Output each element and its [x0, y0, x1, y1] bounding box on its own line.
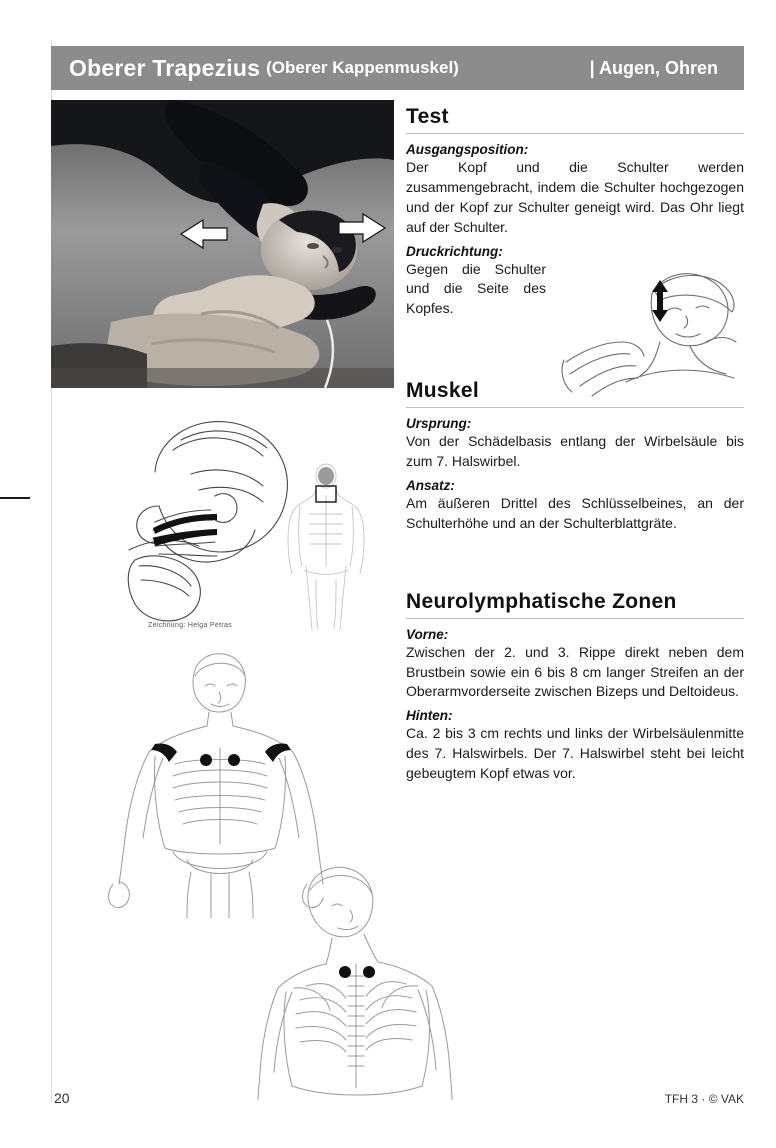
trapezius-anatomy-drawing: [95, 410, 305, 630]
divider: [406, 407, 744, 408]
zonen-front-label: Vorne:: [406, 626, 449, 642]
muskel-insertion-text: Am äußeren Drittel des Schlüsselbeines, an der Schulterhöhe und an der Schulterblattgräte.: [406, 494, 744, 531]
test-pressure-text: Gegen die Schulter und die Seite des Kopfes.: [406, 260, 546, 317]
zonen-back-label: Hinten:: [406, 708, 453, 724]
section-zonen-heading: Neurolymphatische Zonen: [406, 589, 677, 613]
drawing-credit: Zeichnung: Helga Petras: [148, 622, 232, 629]
muskel-origin-text: Von der Schädelbasis entlang der Wirbelsäule bis zum 7. Halswirbel.: [406, 433, 744, 469]
page-number: 20: [54, 1090, 70, 1106]
section-test-heading: Test: [406, 105, 449, 128]
muskel-insertion-label: Ansatz:: [406, 477, 455, 493]
bleed-mark: [0, 497, 30, 499]
section-neurolymphatic-zones: [406, 590, 744, 784]
page-header: [51, 46, 744, 90]
divider: [406, 618, 744, 619]
footer-source: TFH 3 · © VAK: [664, 1092, 744, 1106]
section-muskel-heading: Muskel: [406, 379, 479, 403]
test-start-label: Ausgangsposition:: [406, 142, 529, 157]
section-muskel: [406, 379, 744, 534]
content-column: [406, 105, 744, 784]
page-title: Oberer Trapezius: [69, 54, 261, 81]
neurolymphatic-back-diagram: [246, 860, 466, 1100]
test-start-text: Der Kopf und die Schulter werden zusammengebracht, indem die Schulter hochgezogen und der Kopf zur Schulter geneigt wird. Das Ohr liegt auf der Schulter.: [406, 159, 744, 235]
body-chart-small: [276, 462, 376, 634]
muskel-origin-label: Ursprung:: [406, 416, 472, 432]
divider: [406, 133, 744, 134]
test-position-photo: [51, 100, 394, 388]
zonen-back-text: Ca. 2 bis 3 cm rechts und links der Wirbelsäulenmitte des 7. Halswirbels. Der 7. Halswirbel steht bei leicht gebeugtem Kopf etwas vor.: [406, 725, 744, 781]
page-subtitle: (Oberer Kappenmuskel): [266, 58, 459, 77]
section-test: [406, 105, 744, 319]
header-related-organs: | Augen, Ohren: [589, 57, 718, 78]
test-pressure-label: Druckrichtung:: [406, 243, 503, 259]
zonen-front-text: Zwischen der 2. und 3. Rippe direkt neben dem Brustbein sowie ein 6 bis 8 cm langer Streifen an der Oberarmvorderseite zwischen Bizeps und Deltoideus.: [406, 643, 744, 700]
